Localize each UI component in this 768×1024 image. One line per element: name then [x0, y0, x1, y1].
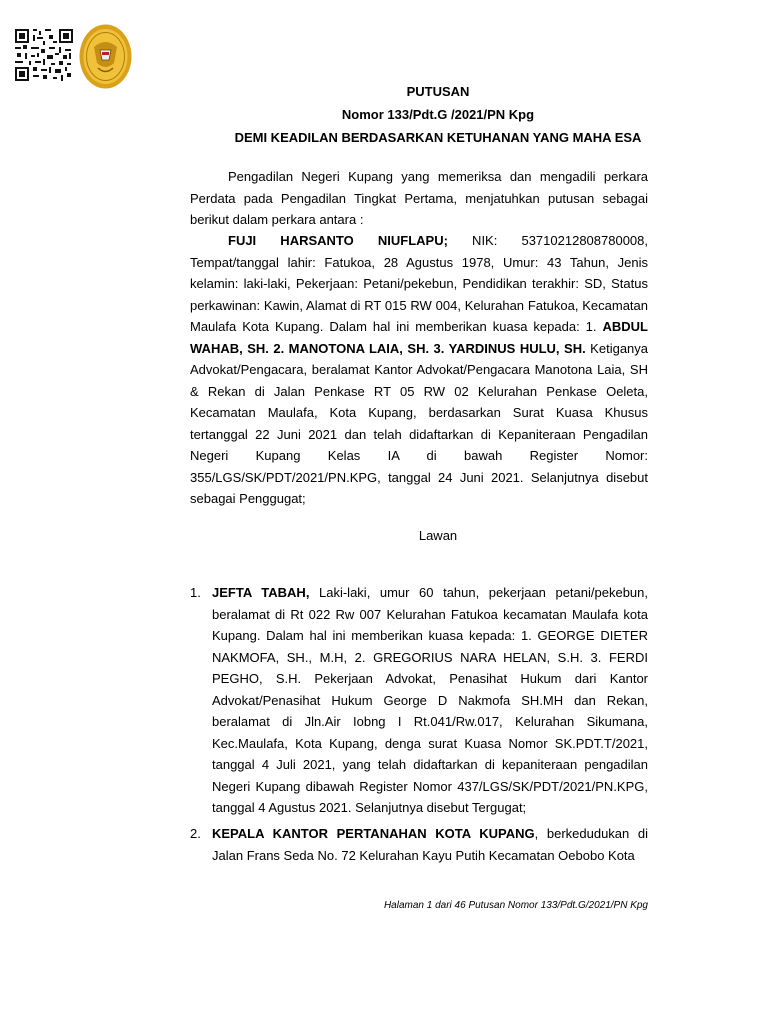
plaintiff-details: NIK: 53710212808780008, Tempat/tanggal lahir: Fatukoa, 28 Agustus 1978, Umur: 43 Tahun, Jenis kelamin: laki-laki, Pekerjaan: Petani/pekebun, Pendidikan terakhir: SD, Status perkawinan: Kawin, Alamat di RT 015 RW 004, Kelurahan Fatukoa, Kecamatan Maulafa Kota Kupang. Dalam hal ini memberikan kuasa kepada: 1.: [190, 233, 648, 334]
case-number: Nomor 133/Pdt.G /2021/PN Kpg: [341, 107, 535, 122]
defendant-name: KEPALA KANTOR PERTANAHAN KOTA KUPANG: [212, 826, 535, 841]
defendant-name: JEFTA TABAH,: [212, 585, 310, 600]
plaintiff-lawyers: ABDUL WAHAB, SH. 2. MANOTONA LAIA, SH. 3. YARDINUS HULU, SH.: [190, 319, 648, 356]
defendant-details: , berkedudukan di Jalan Frans Seda No. 72 Kelurahan Kayu Putih Kecamatan Oebobo Kota: [212, 826, 649, 863]
defendant-item: [190, 582, 648, 819]
defendant-number: 2.: [190, 826, 201, 841]
defendant-number: 1.: [190, 585, 201, 600]
plaintiff-name: FUJI HARSANTO NIUFLAPU;: [228, 233, 448, 248]
motto-line: DEMI KEADILAN BERDASARKAN KETUHANAN YANG MAHA ESA: [234, 130, 642, 145]
qr-code-icon: [15, 29, 73, 81]
defendant-details: Laki-laki, umur 60 tahun, pekerjaan petani/pekebun, beralamat di Rt 022 Rw 007 Kelurahan Fatukoa kecamatan Maulafa kota Kupang. Dalam hal ini memberikan kuasa kepada: 1. GEORGE DIETER NAKMOFA, SH., M.H, 2. GREGORIUS NARA HELAN, S.H. 3. FERDI PEGHO, S.H. Pekerjaan Advokat, Penasihat Hukum dari Kantor Advokat/Penasihat Hukum George D Nakmofa SH.MH dan Rekan, beralamat di Jln.Air Iobng I Rt.041/Rw.017, Kelurahan Sikumana, Kec.Maulafa, Kota Kupang, denga surat Kuasa Nomor SK.PDT.T/2021, tanggal 4 Juli 2021, yang telah didaftarkan di kepaniteraan pengadilan Negeri Kupang dibawah Register Nomor 437/LGS/SK/PDT/2021/PN.KPG, tanggal 4 Agustus 2021. Selanjutnya disebut Tergugat;: [212, 585, 648, 815]
plaintiff-paragraph: [190, 230, 648, 510]
defendant-item: [190, 823, 648, 866]
intro-paragraph: Pengadilan Negeri Kupang yang memeriksa dan mengadili perkara Perdata pada Pengadilan Tingkat Pertama, menjatuhkan putusan sebagai berikut dalam perkara antara :: [190, 169, 648, 227]
versus-label: Lawan: [418, 528, 458, 543]
document-title: PUTUSAN: [406, 84, 470, 99]
plaintiff-details-continued: Ketiganya Advokat/Pengacara, beralamat Kantor Advokat/Pengacara Manotona Laia, SH & Rekan di Jalan Penkase RT 05 RW 02 Kelurahan Penkase Oeleta, Kecamatan Maulafa, Kota Kupang, berdasarkan Surat Kuasa Khusus tertanggal 22 Juni 2021 dan telah didaftarkan di Kepaniteraan Pengadilan Negeri Kupang Kelas IA di bawah Register Nomor: 355/LGS/SK/PDT/2021/PN.KPG, tanggal 24 Juni 2021. Selanjutnya disebut sebagai Penggugat;: [190, 340, 649, 506]
court-seal-logo: [78, 23, 133, 90]
page-footer: Halaman 1 dari 46 Putusan Nomor 133/Pdt.G/2021/PN Kpg: [383, 900, 648, 911]
